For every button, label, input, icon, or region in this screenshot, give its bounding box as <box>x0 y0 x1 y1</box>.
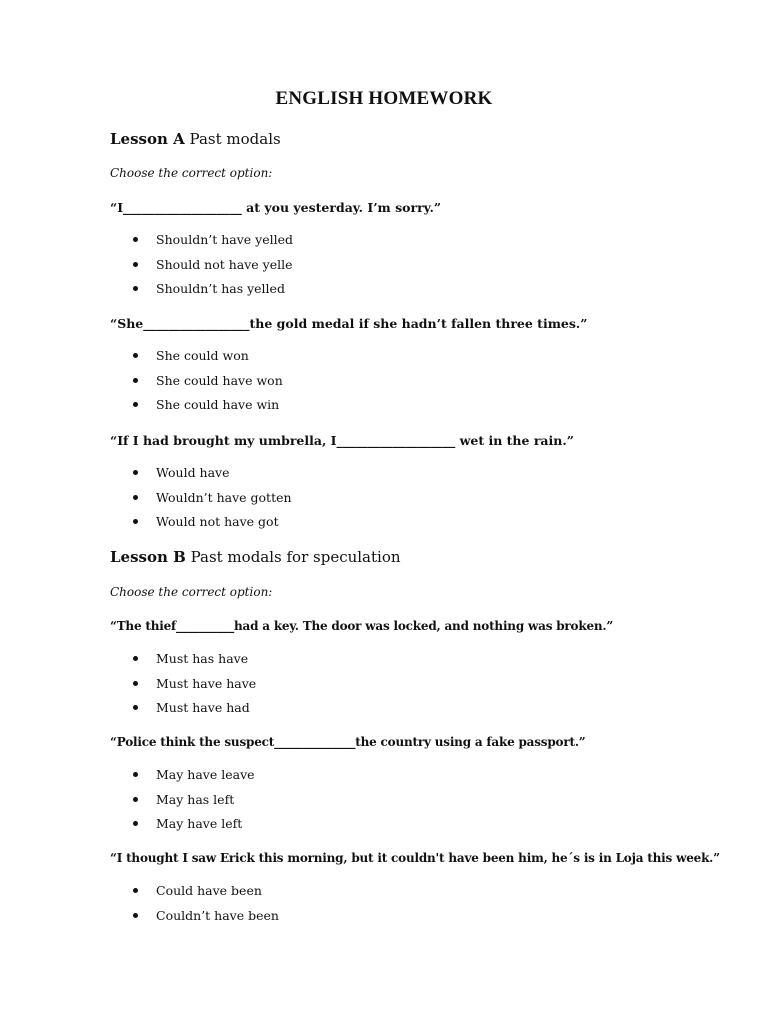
option-label: Would not have got <box>156 514 279 530</box>
option-b3-2[interactable] <box>133 907 279 932</box>
option-a2-2[interactable] <box>133 372 283 397</box>
question-a3: “If I had brought my umbrella, I___________________ wet in the rain.” <box>110 433 574 448</box>
options-a2 <box>133 347 283 421</box>
option-label: May have leave <box>156 767 255 782</box>
question-a1: “I___________________ at you yesterday. I’m sorry.” <box>110 200 442 215</box>
option-label: Wouldn’t have gotten <box>156 489 292 505</box>
lesson-b-heading <box>110 548 401 566</box>
option-b1-3[interactable] <box>133 699 256 724</box>
option-b2-2[interactable] <box>133 791 255 816</box>
bullet-icon <box>133 286 138 291</box>
option-a3-3[interactable] <box>133 513 292 538</box>
question-a2: “She_________________the gold medal if she hadn’t fallen three times.” <box>110 316 588 331</box>
option-b2-1[interactable] <box>133 766 255 791</box>
options-b3 <box>133 882 279 931</box>
option-label: Shouldn’t has yelled <box>156 281 285 297</box>
bullet-icon <box>133 705 138 710</box>
lesson-b-instruction: Choose the correct option: <box>110 585 273 599</box>
lesson-a-heading <box>110 130 281 148</box>
bullet-icon <box>133 378 138 383</box>
option-a1-1[interactable] <box>133 231 293 256</box>
bullet-icon <box>133 681 138 686</box>
lesson-b-topic: Past modals for speculation <box>190 548 401 566</box>
options-b1 <box>133 650 256 724</box>
bullet-icon <box>133 656 138 661</box>
option-b1-1[interactable] <box>133 650 256 675</box>
option-a2-3[interactable] <box>133 396 283 421</box>
option-label: May have left <box>156 816 243 832</box>
lesson-a-topic: Past modals <box>189 130 281 148</box>
options-a3 <box>133 464 292 538</box>
question-b2: “Police think the suspect______________the country using a fake passport.” <box>110 735 586 749</box>
option-a2-1[interactable] <box>133 347 283 372</box>
option-label: May has left <box>156 791 235 807</box>
bullet-icon <box>133 237 138 242</box>
bullet-icon <box>133 772 138 777</box>
page-title: ENGLISH HOMEWORK <box>275 88 493 109</box>
bullet-icon <box>133 470 138 475</box>
option-a3-2[interactable] <box>133 489 292 514</box>
option-a1-3[interactable] <box>133 280 293 305</box>
lesson-b-label: Lesson B <box>110 548 186 566</box>
question-b1: “The thief__________had a key. The door was locked, and nothing was broken.” <box>110 619 614 633</box>
option-a1-2[interactable] <box>133 256 293 281</box>
bullet-icon <box>133 821 138 826</box>
option-label: Must has have <box>156 651 249 666</box>
option-label: Must have have <box>156 675 257 691</box>
option-b2-3[interactable] <box>133 815 255 840</box>
bullet-icon <box>133 519 138 524</box>
option-label: She could won <box>156 348 249 363</box>
option-label: Must have had <box>156 700 250 716</box>
option-label: Couldn’t have been <box>156 907 279 923</box>
lesson-a-instruction: Choose the correct option: <box>110 166 273 180</box>
bullet-icon <box>133 353 138 358</box>
option-b3-1[interactable] <box>133 882 279 907</box>
question-b3: “I thought I saw Erick this morning, but it couldn't have been him, he´s is in Loja this week.” <box>110 851 720 865</box>
option-label: She could have won <box>156 372 283 388</box>
options-a1 <box>133 231 293 305</box>
lesson-a-label: Lesson A <box>110 130 185 148</box>
bullet-icon <box>133 913 138 918</box>
bullet-icon <box>133 402 138 407</box>
bullet-icon <box>133 888 138 893</box>
bullet-icon <box>133 797 138 802</box>
option-a3-1[interactable] <box>133 464 292 489</box>
option-label: Would have <box>156 465 230 480</box>
bullet-icon <box>133 262 138 267</box>
options-b2 <box>133 766 255 840</box>
option-label: Could have been <box>156 883 262 898</box>
option-label: Should not have yelle <box>156 256 293 272</box>
option-label: Shouldn’t have yelled <box>156 232 293 247</box>
option-b1-2[interactable] <box>133 675 256 700</box>
bullet-icon <box>133 495 138 500</box>
option-label: She could have win <box>156 397 280 413</box>
